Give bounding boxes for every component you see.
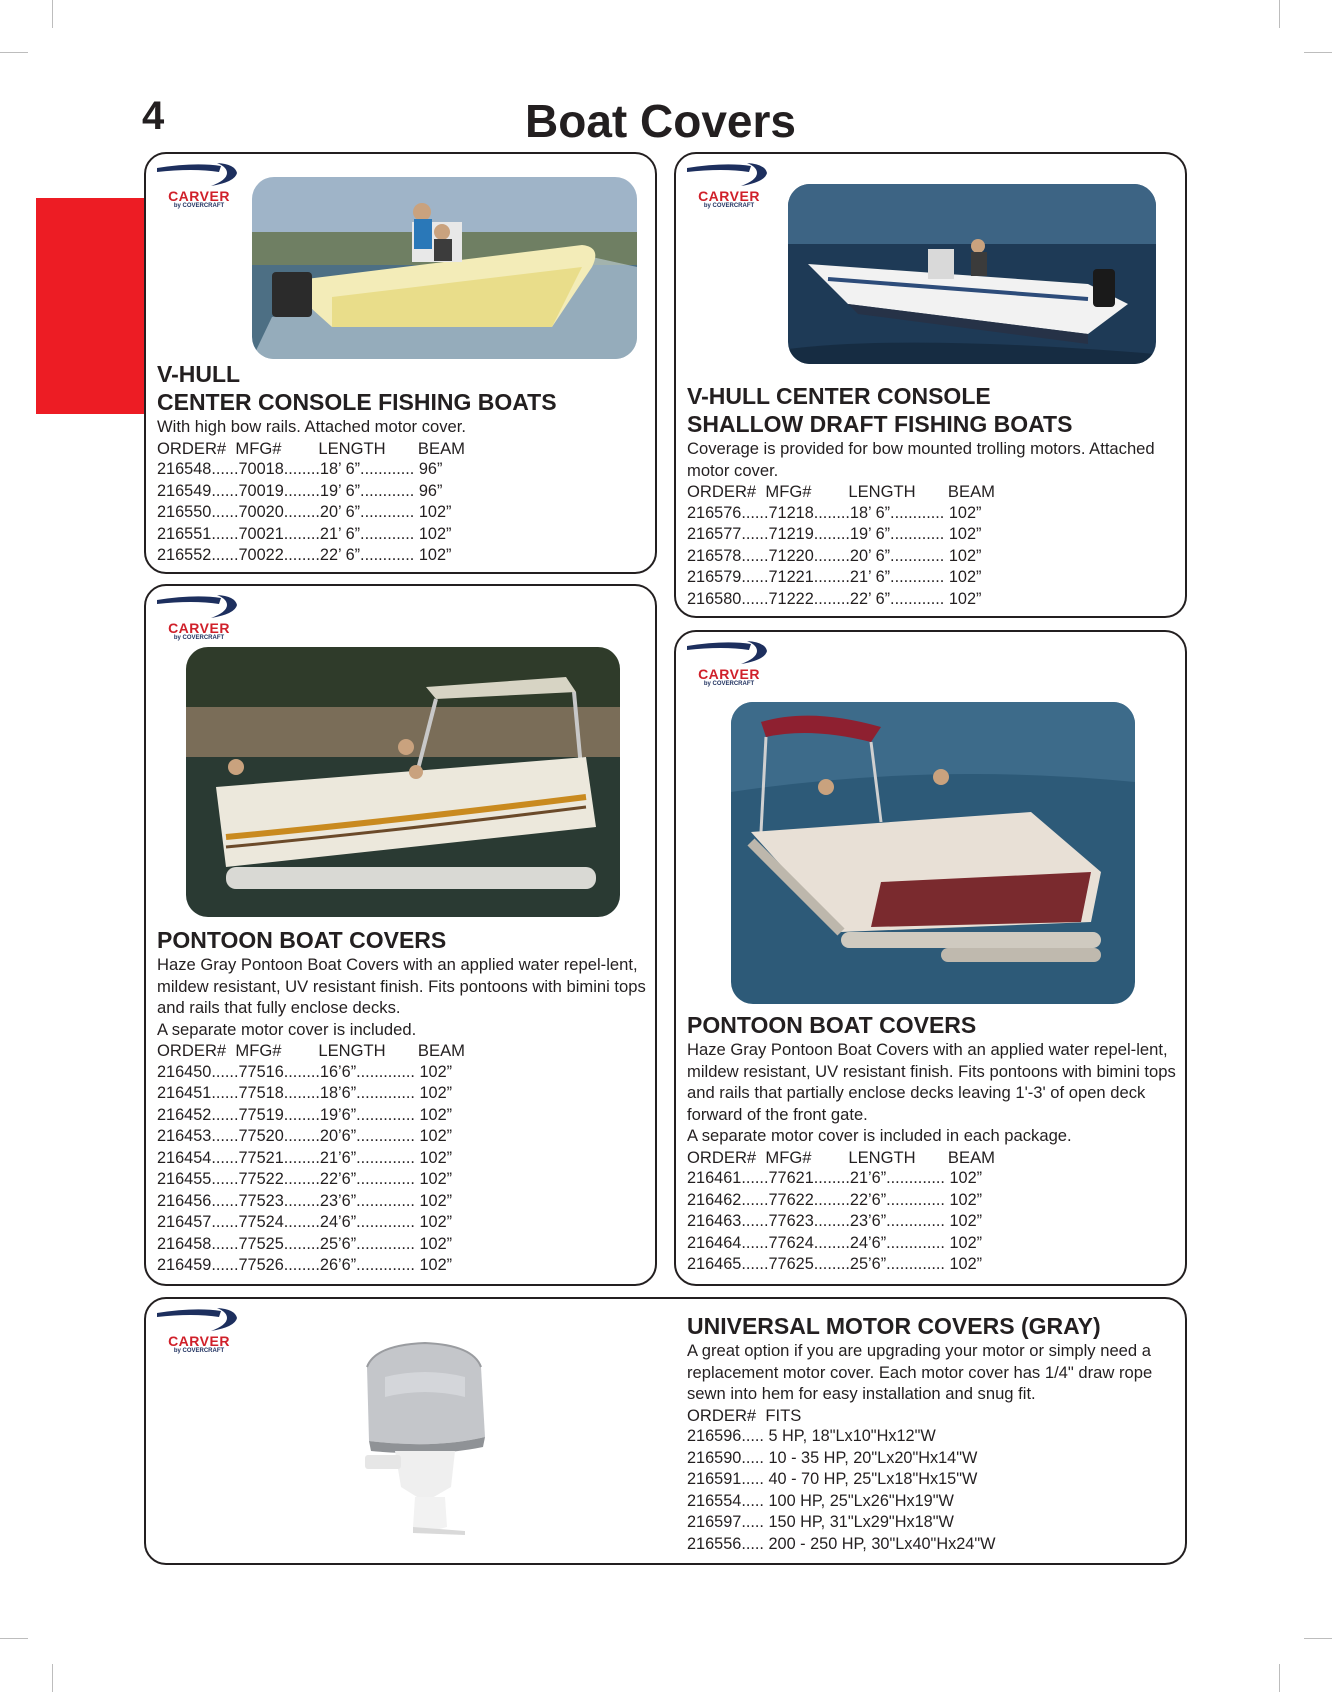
- shallow-title-1: V-HULL CENTER CONSOLE: [687, 383, 991, 409]
- carver-sub: by COVERCRAFT: [703, 203, 755, 209]
- table-row: 216579......71221........21’ 6”............ 102”: [687, 568, 982, 586]
- carver-brand: CARVER: [168, 620, 230, 636]
- pontoon-full-title: PONTOON BOAT COVERS: [157, 927, 447, 953]
- table-row: 216596..... 5 HP, 18"Lx10"Hx12"W: [687, 1427, 936, 1445]
- carver-swoosh-icon: [155, 592, 243, 622]
- table-row: 216453......77520........20’6”............. 102”: [157, 1127, 453, 1145]
- carver-logo: [155, 592, 243, 648]
- carver-brand: CARVER: [698, 188, 760, 204]
- table-row: 216580......71222........22’ 6”............ 102”: [687, 589, 982, 608]
- pontoon-full-table-header: ORDER# MFG# LENGTH BEAM: [157, 1041, 465, 1060]
- crop-mark: [1304, 52, 1332, 53]
- shallow-boat-photo: [788, 184, 1156, 364]
- pontoon-partial-title: PONTOON BOAT COVERS: [687, 1012, 977, 1038]
- crop-mark: [52, 0, 53, 28]
- vhull-desc: With high bow rails. Attached motor cover.: [157, 417, 466, 436]
- table-row: 216554..... 100 HP, 25"Lx26"Hx19"W: [687, 1491, 954, 1510]
- table-row: 216590..... 10 - 35 HP, 20"Lx20"Hx14"W: [687, 1448, 978, 1467]
- table-row: 216550......70020........20’ 6”............ 102”: [157, 503, 452, 521]
- pontoon-full-desc-2: A separate motor cover is included.: [157, 1019, 417, 1039]
- carver-brand: CARVER: [698, 666, 760, 682]
- motor-title: UNIVERSAL MOTOR COVERS (GRAY): [687, 1313, 1101, 1339]
- table-row: 216465......77625........25’6”............. 102”: [687, 1255, 983, 1273]
- table-row: 216456......77523........23’6”............. 102”: [157, 1191, 453, 1210]
- carver-logo: [155, 160, 243, 216]
- pontoon-partial-photo: [731, 702, 1135, 1004]
- page-number: 4: [142, 94, 165, 138]
- motor-cover-photo: [355, 1337, 495, 1537]
- motor-text: [687, 1312, 1177, 1555]
- shallow-title-2: SHALLOW DRAFT FISHING BOATS: [687, 411, 1073, 437]
- table-row: 216451......77518........18’6”............. 102”: [157, 1084, 453, 1102]
- crop-mark: [1304, 1638, 1332, 1639]
- crop-mark: [1279, 0, 1280, 28]
- motor-desc: A great option if you are upgrading your motor or simply need a replacement motor cover. Each motor cover has 1/4" draw rope sewn into hem for easy installation and snug fit.: [687, 1341, 1153, 1403]
- table-row: 216454......77521........21’6”............. 102”: [157, 1148, 453, 1167]
- table-row: 216551......70021........21’ 6”............ 102”: [157, 524, 452, 543]
- carver-logo: [685, 160, 773, 216]
- vhull-text: [157, 360, 647, 567]
- carver-swoosh-icon: [155, 160, 243, 190]
- table-row: 216556..... 200 - 250 HP, 30"Lx40"Hx24"W: [687, 1534, 996, 1553]
- crop-mark: [0, 1638, 28, 1639]
- crop-mark: [0, 52, 28, 53]
- shallow-desc: Coverage is provided for bow mounted trolling motors. Attached motor cover.: [687, 439, 1155, 480]
- vhull-title-2: CENTER CONSOLE FISHING BOATS: [157, 389, 557, 415]
- carver-brand: CARVER: [168, 188, 230, 204]
- table-row: 216462......77622........22’6”............. 102”: [687, 1190, 983, 1209]
- table-row: 216591..... 40 - 70 HP, 25"Lx18"Hx15"W: [687, 1470, 978, 1488]
- vhull-boat-photo: [252, 177, 637, 359]
- shallow-table-header: ORDER# MFG# LENGTH BEAM: [687, 482, 995, 501]
- crop-mark: [1279, 1664, 1280, 1692]
- pontoon-full-desc: Haze Gray Pontoon Boat Covers with an applied water repel-lent, mildew resistant, UV resistant finish. Fits pontoons with bimini tops and rails that fully enclose decks.: [157, 955, 646, 1017]
- table-row: 216457......77524........24’6”............. 102”: [157, 1213, 453, 1231]
- table-row: 216452......77519........19’6”............. 102”: [157, 1105, 453, 1124]
- carver-swoosh-icon: [685, 638, 773, 668]
- table-row: 216597..... 150 HP, 31"Lx29"Hx18"W: [687, 1513, 954, 1531]
- table-row: 216455......77522........22’6”............. 102”: [157, 1170, 453, 1188]
- carver-logo: [685, 638, 773, 694]
- table-row: 216461......77621........21’6”............. 102”: [687, 1169, 983, 1187]
- page-title: Boat Covers: [525, 95, 796, 147]
- carver-swoosh-icon: [155, 1305, 243, 1335]
- vhull-table-header: ORDER# MFG# LENGTH BEAM: [157, 438, 465, 458]
- pontoon-partial-text: [687, 1011, 1177, 1276]
- vhull-title-1: V-HULL: [157, 361, 241, 387]
- side-section-tab: [36, 198, 144, 414]
- motor-table-header: ORDER# FITS: [687, 1405, 802, 1425]
- table-row: 216458......77525........25’6”............. 102”: [157, 1234, 453, 1253]
- table-row: 216576......71218........18’ 6”............ 102”: [687, 503, 982, 522]
- table-row: 216548......70018........18’ 6”............ 96”: [157, 460, 443, 478]
- pontoon-full-text: [157, 926, 647, 1277]
- carver-logo: [155, 1305, 243, 1361]
- shallow-text: [687, 382, 1177, 610]
- table-row: 216459......77526........26’6”............. 102”: [157, 1256, 453, 1274]
- pontoon-partial-desc-2: A separate motor cover is included in each package.: [687, 1126, 1072, 1145]
- table-row: 216552......70022........22’ 6”............ 102”: [157, 546, 452, 564]
- table-row: 216450......77516........16’6”............. 102”: [157, 1062, 453, 1081]
- table-row: 216578......71220........20’ 6”............ 102”: [687, 546, 982, 565]
- carver-sub: by COVERCRAFT: [173, 203, 225, 209]
- table-row: 216464......77624........24’6”............. 102”: [687, 1233, 983, 1252]
- crop-mark: [52, 1664, 53, 1692]
- pontoon-full-photo: [186, 647, 620, 917]
- table-row: 216549......70019........19’ 6”............ 96”: [157, 481, 443, 500]
- pontoon-partial-desc: Haze Gray Pontoon Boat Covers with an applied water repel-lent, mildew resistant, UV resistant finish. Fits pontoons with bimini tops and rails that partially enclose decks leaving 1'-3' of open deck forward of the front gate.: [687, 1040, 1176, 1124]
- table-row: 216577......71219........19’ 6”............ 102”: [687, 525, 982, 543]
- carver-sub: by COVERCRAFT: [173, 1348, 225, 1354]
- carver-sub: by COVERCRAFT: [703, 681, 755, 687]
- carver-swoosh-icon: [685, 160, 773, 190]
- table-row: 216463......77623........23’6”............. 102”: [687, 1212, 983, 1230]
- carver-brand: CARVER: [168, 1333, 230, 1349]
- pontoon-partial-table-header: ORDER# MFG# LENGTH BEAM: [687, 1147, 995, 1167]
- carver-sub: by COVERCRAFT: [173, 635, 225, 641]
